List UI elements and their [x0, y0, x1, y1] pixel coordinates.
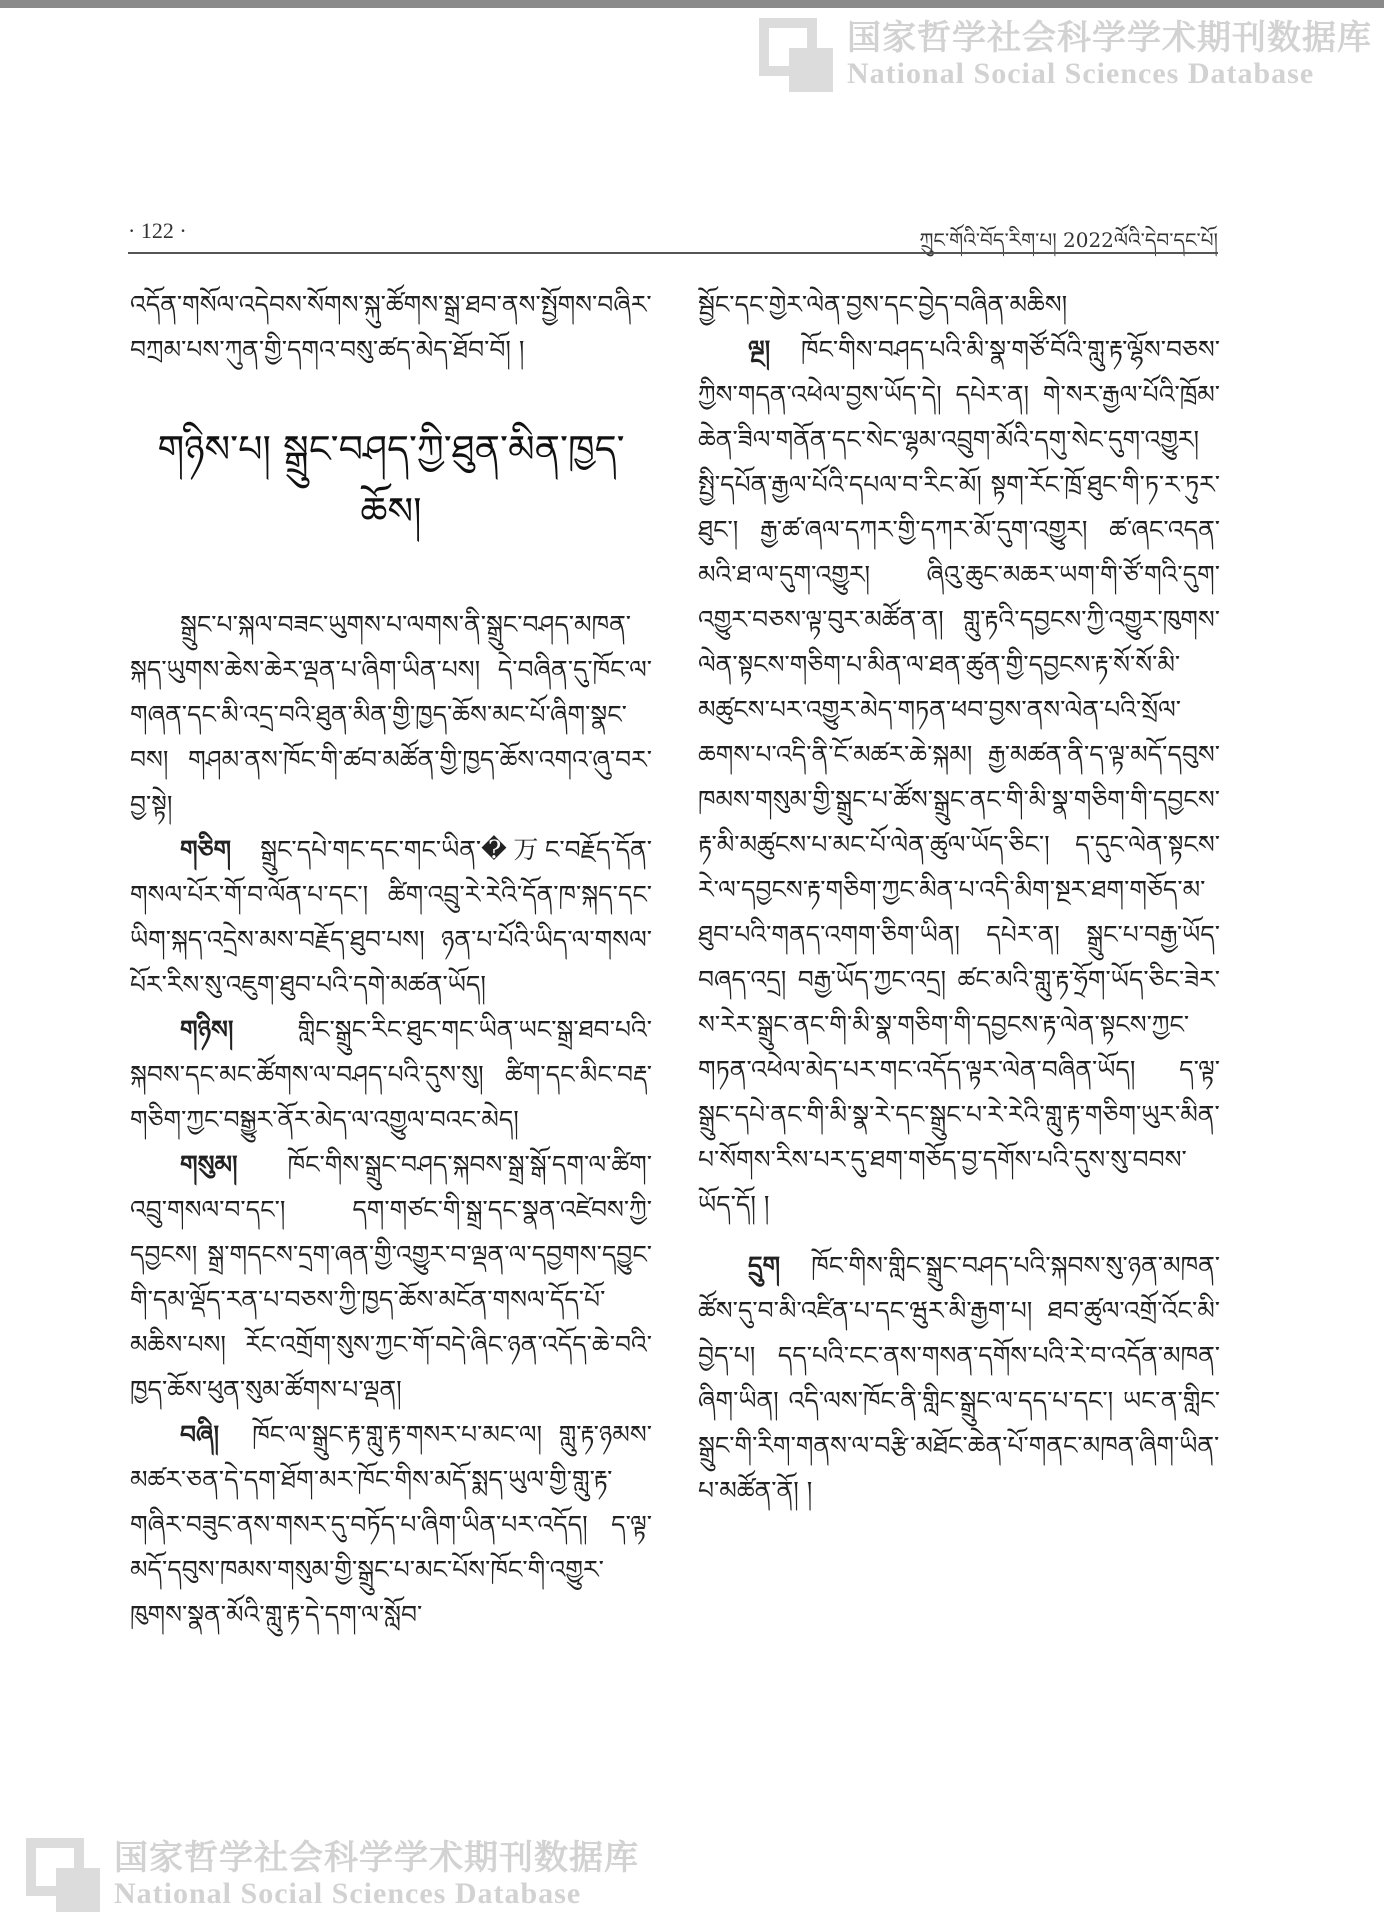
- watermark-bottom: [26, 1838, 639, 1912]
- item-number: གཅིག: [180, 835, 232, 864]
- item-text: ཁོང་གིས་བཤད་པའི་མི་སྣ་གཙོ་བོའི་གླུ་རྟ་ལྷོས་བཅས་ཀྱིས་གདན་འཕེལ་བྱས་ཡོད་དེ། དཔེར་ན། གེ་སར་རྒྱལ་པོའི་ཁྲོམ་ཆེན་ཟིལ་གནོན་དང་སེང་ལྷམ་འབྲུག་མོའི་དགུ་སེང་དུག་འགྱུར། སྤྱི་དཔོན་རྒྱལ་པོའི་དཔལ་བ་རིང་མོ། སྟག་རོང་ཁྲོ་ཐུང་གི་ཏ་ར་ཏུར་ཐུང་། རྒྱ་ཚ་ཞལ་དཀར་གྱི་དཀར་མོ་དུག་འགྱུར། ཚ་ཞང་འདན་མའི་ཐ་ལ་དུག་འགྱུར། ཞིའུ་ཆུང་མཆར་ཡག་གི་ཙོ་གའི་དུག་འགྱུར་བཅས་ལྟ་བུར་མཚོན་ན། གླུ་རྟའི་དབྱངས་ཀྱི་འགྱུར་ཁུགས་ལེན་སྟངས་གཅིག་པ་མིན་ལ་ཐན་ཚུན་གྱི་དབྱངས་རྟ་སོ་སོ་མི་མཚུངས་པར་འགྱུར་མེད་གཏན་ཕབ་བྱས་ནས་ལེན་པའི་སྲོལ་ཆགས་པ་འདི་ནི་ངོ་མཚར་ཆེ་སྐམ། རྒྱ་མཚན་ནི་ད་ལྟ་མདོ་དབུས་ཁམས་གསུམ་གྱི་སྒྲུང་པ་ཚོས་སྒྲུང་ནང་གི་མི་སྣ་གཅིག་གི་དབྱངས་རྟ་མི་མཚུངས་པ་མང་པོ་ལེན་ཚུལ་ཡོད་ཅིང་། ད་དུང་ལེན་སྟངས་རེ་ལ་དབྱངས་རྟ་གཅིག་ཀྱང་མིན་པ་འདི་མིག་སྔར་ཐག་གཅོད་མ་ཐུབ་པའི་གནད་འགག་ཅིག་ཡིན། དཔེར་ན། སྒྲུང་པ་བརྒྱ་ཡོད་བཞད་འདྲ། བརྒྱ་ཡོད་ཀྱང་འདྲ། ཚང་མའི་གླུ་རྟ་ཧྲོག་ཡོད་ཅིང་ཟེར་ས་རེར་སྒྲུང་ནང་གི་མི་སྣ་གཅིག་གི་དབྱངས་རྟ་ལེན་སྟངས་ཀྱང་གཏན་འཕེལ་མེད་པར་གང་འདོད་ལྟར་ལེན་བཞིན་ཡོད། ད་ལྟ་སྒྲུང་དཔེ་ནང་གི་མི་སྣ་རེ་དང་སྒྲུང་པ་རེ་རེའི་གླུ་རྟ་གཅིག་ཡུར་མིན་པ་སོགས་རིས་པར་དུ་ཐག་གཅོད་བྱ་དགོས་པའི་དུས་སུ་བབས་ཡོད་དོ། །: [698, 335, 1220, 1219]
- item-text: སྒྲུང་དཔེ་གང་དང་གང་ཡིན་�万ང་བརྗོད་དོན་གསལ་པོར་གོ་བ་ལོན་པ་དང་། ཚིག་འབྲུ་རེ་རེའི་དོན་ཁ་སྐད་དང་ཡིག་སྐད་འདྲེས་མས་བརྗོད་ཐུབ་པས། ཉན་པ་པོའི་ཡིད་ལ་གསལ་པོར་རིས་སུ་འཇུག་ཐུབ་པའི་དགེ་མཚན་ཡོད།: [130, 835, 652, 999]
- item-number: བཞི།: [180, 1420, 220, 1449]
- item-text: ཁོང་གིས་སྒྲུང་བཤད་སྐབས་སྒྲ་སྒོ་དག་ལ་ཚིག་འབྲུ་གསལ་བ་དང་། དག་གཙང་གི་སྒྲ་དང་སྣན་འཛེབས་ཀྱི་དབྱངས། སྒྲ་གདངས་དྲག་ཞན་གྱི་འགྱུར་བ་ལྡན་ལ་དབྱགས་དབྱུང་གི་དམ་ལྡོད་རན་པ་བཅས་ཀྱི་ཁྱད་ཆོས་མངོན་གསལ་དོད་པོ་མཆིས་པས། རོང་འགྲོག་སུས་ཀྱང་གོ་བདེ་ཞིང་ཉན་འདོད་ཆེ་བའི་ཁྱད་ཆོས་ཕུན་སུམ་ཚོགས་པ་ལྡན།: [130, 1150, 652, 1404]
- item-number: གསུམ།: [180, 1150, 238, 1179]
- list-item: [130, 1007, 652, 1142]
- section-title: གཉིས་པ། སྒྲུང་བཤད་ཀྱི་ཐུན་མིན་ཁྱད་ཆོས།: [157, 427, 625, 533]
- lead-paragraph: སྒྲུང་པ་སྐལ་བཟང་ཡུགས་པ་ལགས་ནི་སྒྲུང་བཤད་མཁན་སྐད་ཡུགས་ཆེས་ཆེར་ལྡན་པ་ཞིག་ཡིན་པས། དེ་བཞིན་དུ་ཁོང་ལ་གཞན་དང་མི་འདྲ་བའི་ཐུན་མིན་གྱི་ཁྱད་ཆོས་མང་པོ་ཞིག་སྣང་བས། གཤམ་ནས་ཁོང་གི་ཚབ་མཚོན་གྱི་ཁྱད་ཆོས་འགའ་ཞུ་བར་བྱ་སྟེ།: [130, 610, 652, 819]
- item-number: ལྔ།: [748, 335, 771, 364]
- left-column: [130, 282, 652, 1637]
- list-item: [130, 1412, 652, 1637]
- watermark-en: National Social Sciences Database: [847, 57, 1315, 91]
- watermark-en: National Social Sciences Database: [114, 1877, 582, 1911]
- item-text: གླིང་སྒྲུང་རིང་ཐུང་གང་ཡིན་ཡང་སྒྲ་ཐབ་པའི་སྐབས་དང་མང་ཚོགས་ལ་བཤད་པའི་དུས་སུ། ཚིག་དང་མིང་བརྡ་གཅིག་ཀྱང་བསྒྱུར་ནོར་མེད་ལ་འགྱུལ་བའང་མེད།: [130, 1015, 652, 1134]
- item-text: ཁོང་ལ་སྒྲུང་རྟ་གླུ་རྟ་གསར་པ་མང་ལ། གླུ་རྟ་ཉམས་མཚར་ཅན་དེ་དག་ཐོག་མར་ཁོང་གིས་མདོ་སྨད་ཡུལ་གྱི་གླུ་རྟ་གཞིར་བཟུང་ནས་གསར་དུ་བཏོད་པ་ཞིག་ཡིན་པར་འདོད། ད་ལྟ་མདོ་དབུས་ཁམས་གསུམ་གྱི་སྒྲུང་པ་མང་པོས་ཁོང་གི་འགྱུར་ཁུགས་སྣན་མོའི་གླུ་རྟ་དེ་དག་ལ་སློབ་: [130, 1420, 652, 1629]
- item-number: གཉིས།: [180, 1015, 234, 1044]
- item-text: ཁོང་གིས་གླིང་སྒྲུང་བཤད་པའི་སྐབས་སུ་ཉན་མཁན་ཚོས་དུ་བ་མི་འཛིན་པ་དང་ཝུར་མི་རྒྱག་པ། ཐབ་ཚུལ་འགྲོ་འོང་མི་བྱེད་པ། དད་པའི་ངང་ནས་གསན་དགོས་པའི་རེ་བ་འདོན་མཁན་ཞིག་ཡིན། འདི་ལས་ཁོང་ནི་གླིང་སྒྲུང་ལ་དད་པ་དང་། ཡང་ན་གླིང་སྒྲུང་གི་རིག་གནས་ལ་བརྩི་མཐོང་ཆེན་པོ་གནང་མཁན་ཞིག་ཡིན་པ་མཚོན་ནོ། །: [698, 1251, 1220, 1505]
- top-border: [0, 0, 1384, 8]
- database-logo-icon: [26, 1838, 100, 1912]
- item-number: དྲུག: [748, 1251, 781, 1280]
- right-column: [698, 282, 1220, 1513]
- running-title: ཀྲུང་གོའི་བོད་རིག་པ། 2022ལོའི་དེབ་དང་པོ།: [919, 228, 1218, 252]
- list-item: [130, 827, 652, 1007]
- continuation-paragraph: སྦྱོང་དང་གྱེར་ལེན་བྱས་དང་བྱེད་བཞིན་མཆིས།: [698, 290, 1068, 319]
- watermark-cn: 国家哲学社会科学学术期刊数据库: [114, 1837, 639, 1878]
- watermark-top: [759, 18, 1372, 92]
- list-item: [698, 1243, 1220, 1513]
- header-rule: [128, 252, 1218, 254]
- page-number: · 122 ·: [128, 218, 187, 243]
- page-header: [128, 218, 1218, 252]
- intro-paragraph: འདོན་གསོལ་འདེབས་སོགས་སྐུ་ཚོགས་སྒྲ་ཐབ་ནས་སྤྱོགས་བཞིར་བཀྲམ་པས་ཀུན་གྱི་དགའ་བསུ་ཚད་མེད་ཐོབ་བོ། །: [130, 290, 652, 364]
- list-item: [698, 327, 1220, 1227]
- database-logo-icon: [759, 18, 833, 92]
- list-item: [130, 1142, 652, 1412]
- watermark-cn: 国家哲学社会科学学术期刊数据库: [847, 17, 1372, 58]
